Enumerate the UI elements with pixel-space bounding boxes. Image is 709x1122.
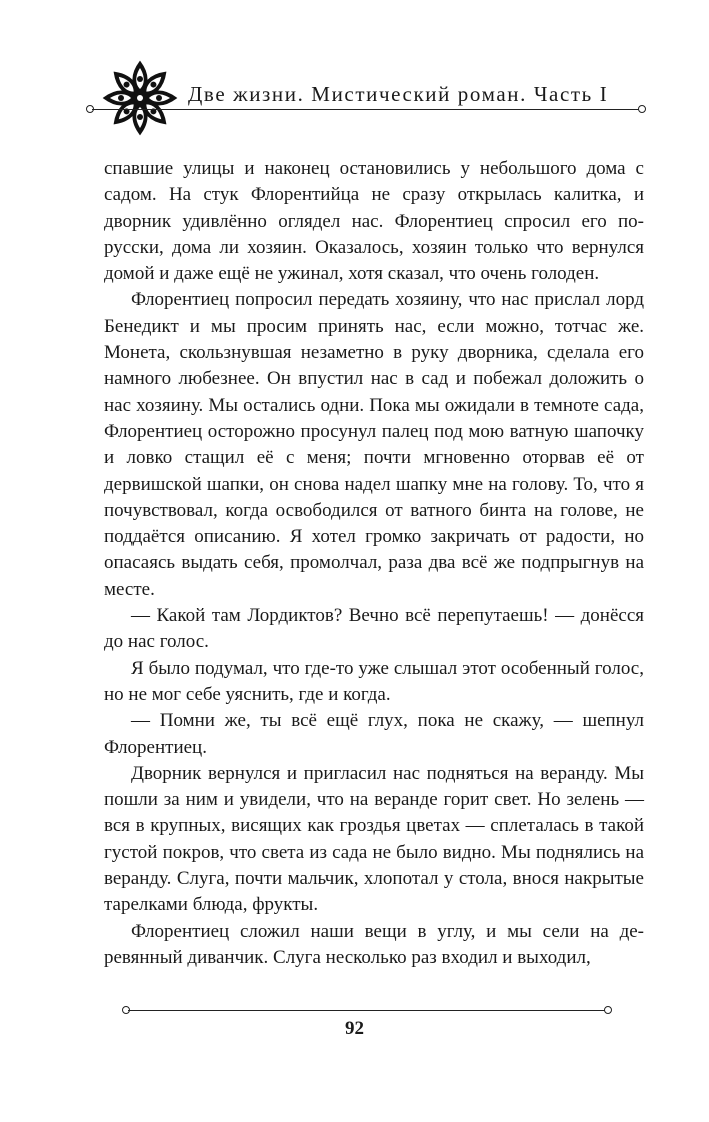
paragraph: Я было подумал, что где-то уже слышал этот особенный голос, но не мог себе уяснить, где и когда.: [104, 657, 644, 705]
paragraph: Флорентиец сложил наши вещи в углу, и мы сели на деревянный диванчик. Слуга несколько раз входил и выходил,: [104, 920, 644, 968]
page-body-text: [104, 156, 644, 971]
page-header: [0, 60, 709, 160]
footer-rule: [128, 1010, 608, 1011]
paragraph-dialogue: — Какой там Лордиктов? Вечно всё перепутаешь! — донёсся до нас голос.: [104, 605, 644, 653]
page-number: 92: [345, 1018, 364, 1039]
lotus-mandala-icon: [102, 60, 178, 136]
header-rule-right-dot: [638, 105, 646, 113]
header-rule: [92, 109, 642, 110]
paragraph-dialogue: — Помни же, ты всё ещё глух, пока не скажу, — шепнул Флорентиец.: [104, 710, 644, 758]
paragraph: спавшие улицы и наконец остановились у небольшого дома с садом. На стук Флорентийца не сразу открылась калитка, и дворник удивлённо оглядел нас. Флорентиец спросил его по-русски, дома ли хозяин. Оказалось, хозяин только что вернулся домой и даже ещё не ужинал, хотя сказал, что очень голоден.: [104, 158, 644, 285]
footer-rule-right-dot: [604, 1006, 612, 1014]
paragraph: Флорентиец попросил передать хозяину, что нас прислал лорд Бенедикт и мы просим принять нас, если можно, тотчас же. Монета, скользнувшая незаметно в руку дворника, сделала его намного любезнее. Он впустил нас в сад и побежал доложить о нас хозяину. Мы остались одни. Пока мы ожидали в темноте сада, Флорентиец осторожно просунул палец под мою ватную шапочку и ловко стащил её с меня; почти мгновенно оторвав её от дервишской шапки, он снова надел шапку мне на голову. То, что я почувствовал, когда освободился от ватного бинта на голове, не поддаётся описанию. Я хотел громко закричать от радости, но опасаясь выдать себя, промолчал, раза два всё же подпрыгнув на месте.: [104, 289, 644, 600]
paragraph: Дворник вернулся и пригласил нас подняться на веранду. Мы пошли за ним и увидели, что на веранде горит свет. Но зелень — вся в крупных, висящих как гроздья цветах — сплеталась в такой густой покров, что света из сада не было видно. Мы поднялись на веранду. Слуга, почти мальчик, хлопотал у стола, внося накрытые тарелками блюда, фрукты.: [104, 762, 644, 916]
running-head-title: Две жизни. Мистический роман. Часть I: [188, 82, 609, 106]
